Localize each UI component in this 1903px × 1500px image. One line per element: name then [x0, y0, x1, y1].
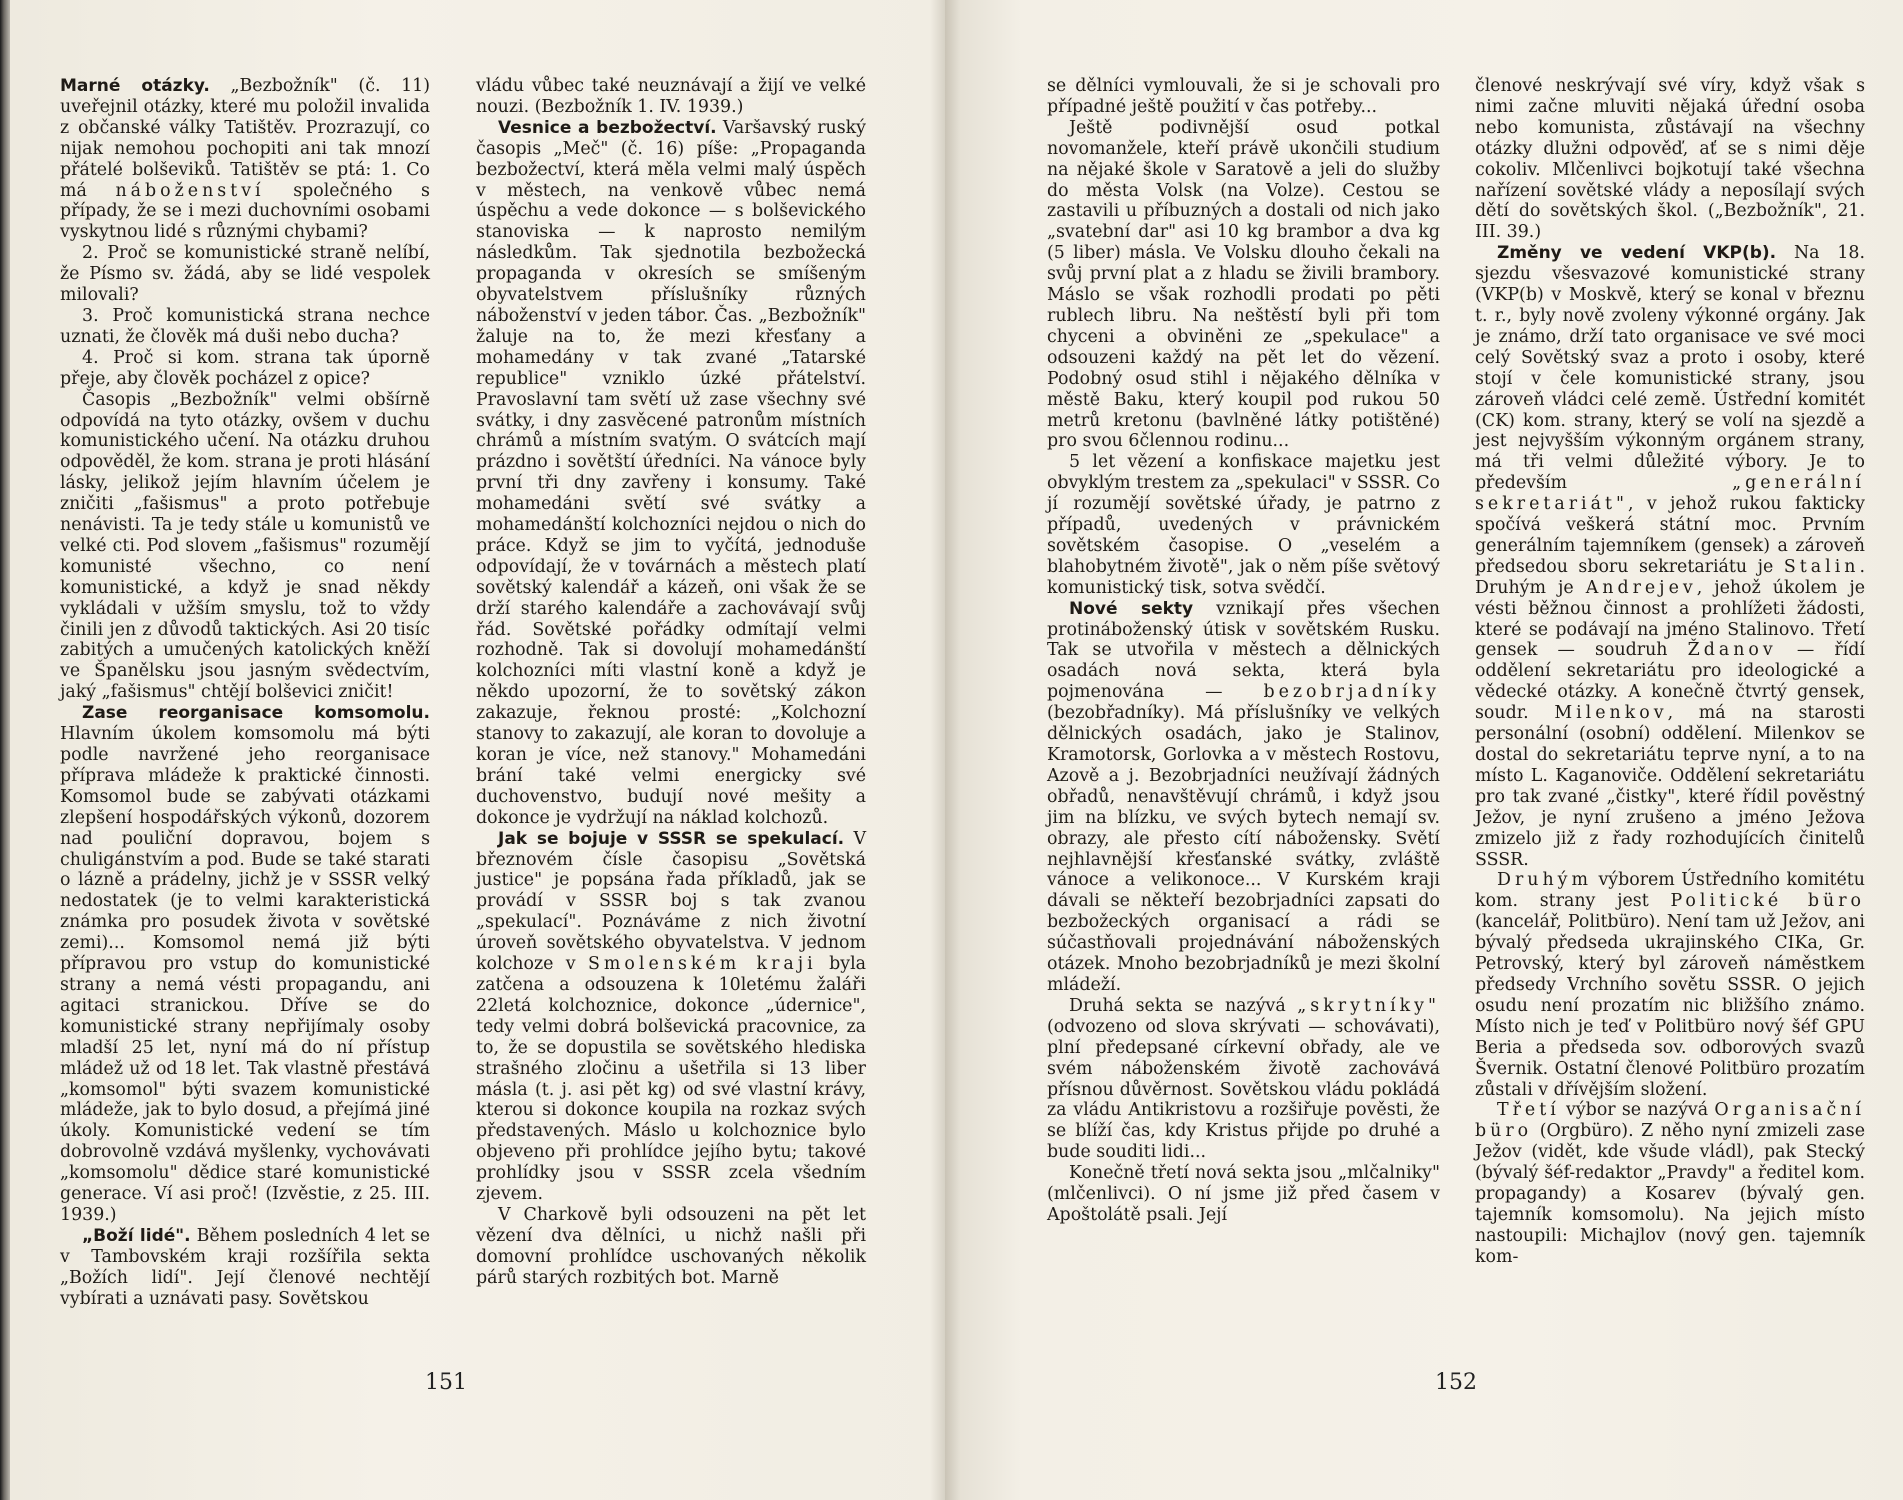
- page-number: 151: [425, 1370, 467, 1395]
- article-text: „Bezbožník" (č. 11) uveřejnil otázky, které mu položil invalida z občanské války Tatištěv. Prozrazují, co nijak nemohou pochopiti ani tak mnozí přátelé bolševiků. Tatištěv se ptá: 1. Co má: [60, 76, 431, 201]
- article-text: výborem Ústředního komitétu kom. strany jest: [1475, 870, 1865, 912]
- spaced-word: Třetí: [1497, 1100, 1560, 1121]
- article-text: — řídí oddělení sekretariátu pro ideologické a vědecké otázky. A konečně čtvrtý gensek, soudr.: [1475, 640, 1865, 724]
- paragraph: 3. Proč komunistická strana nechce uznati, že člověk má duši nebo ducha?: [60, 305, 430, 347]
- article-title: Změny ve vedení VKP(b).: [1497, 243, 1777, 264]
- paragraph: členové neskrývají své víry, když však s nimi začne mluviti nějaká úřední osoba nebo komunista, zůstávají na všechny otázky dlužni odpověď, ať se s nimi děje cokoliv. Mlčenlivci bojkotují také všechna nařízení sovětské vlády a neposílají svých dětí do sovětských škol. („Bezbožník", 21. III. 39.): [1475, 76, 1865, 243]
- spaced-word: náboženství: [115, 180, 265, 201]
- article-text: výbor se nazývá: [1566, 1100, 1709, 1121]
- spaced-word: Politické büro: [1670, 891, 1865, 912]
- article-text: Na 18. sjezdu všesvazové komunistické strany (VKP(b) v Moskvě, který se konal v březnu t. r., byly nově zvoleny výkonné orgány. Jak je známo, drží tato organisace ve své moci celý Sovětský svaz a proto i osoby, které stojí v čele komunistické strany, jsou zároveň vládci celé země. Ústřední komitét (CK) kom. strany, který se volí na sjezdě a jest nejvyšším výkonným orgánem strany, má tři velmi důležité výbory. Je to především: [1475, 243, 1865, 494]
- spaced-word: „skrytníky": [1297, 995, 1441, 1016]
- article-text: Během posledních 4 let se v Tambovském kraji rozšířila sekta „Božích lidí". Její členové nechtějí vybírati a uznávati pasy. Sovětskou: [60, 1225, 430, 1309]
- article-text: (odvozeno od slova skrývati — schovávati), plní předepsané církevní obřady, ale ve svém náboženském životě zachovává přísnou důvěrnost. Sovětskou vládu pokládá za vládu Antikristovu a rozšiřuje pověsti, že se blíží čas, kdy Kristus přijde po druhé a bude souditi lidi...: [1047, 1016, 1440, 1163]
- book-gutter: [930, 0, 960, 1500]
- paragraph: se dělníci vymlouvali, že si je schovali pro případné ještě použití v čas potřeby...: [1047, 76, 1440, 117]
- paragraph: 4. Proč si kom. strana tak úporně přeje, aby člověk pocházel z opice?: [60, 347, 430, 389]
- article-text: (kancelář, Politbüro). Není tam už Ježov, ani bývalý předseda ukrajinského CIKa, Gr. Petrovský, který byl zároveň náměstkem předsedy Vrchního sovětu SSSR. O jejich osudu není prozatím nic bližšího známo. Místo nich je teď v Politbüro nový šéf GPU Beria a předseda sov. odborových svazů Švernik. Ostatní členové Politbüro prozatím zůstali v dřívějším složení.: [1475, 912, 1865, 1100]
- paragraph: [1475, 1100, 1865, 1267]
- paragraph: vládu vůbec také neuznávají a žijí ve velké nouzi. (Bezbožník 1. IV. 1939.): [476, 76, 866, 117]
- left-page-column-1: [60, 76, 430, 1309]
- article-spekulace: [476, 829, 866, 1205]
- spaced-word: Smolenském kraji: [588, 954, 817, 975]
- left-page-column-2: [476, 76, 866, 1289]
- article-text: , má na starosti personální (osobní) oddělení. Milenkov se dostal do sekretariátu teprve nyní, a to na místo L. Kaganoviče. Oddělení sekretariátu pro tak zvané „čistky", které řídil pověstný Ježov, je nyní zrušeno a jméno Ježova zmizelo již z řady rozhodujících činitelů SSSR.: [1475, 703, 1865, 870]
- article-text: , v jehož rukou fakticky spočívá veškerá státní moc. Prvním generálním tajemníkem (gensek) a zároveň předsedou sboru sekretariátu je: [1475, 494, 1865, 577]
- spaced-word: Druhým: [1497, 870, 1592, 891]
- paragraph: [1047, 996, 1440, 1163]
- article-text: vznikají přes všechen protináboženský útisk v sovětském Rusku. Tak se utvořila v městech a dělnických osadách nová sekta, která byla pojmenována —: [1047, 598, 1440, 703]
- article-text: . Druhým je: [1475, 556, 1865, 598]
- right-page-column-1: [1047, 76, 1440, 1226]
- spaced-word: bezobrjadníky: [1263, 682, 1440, 703]
- paragraph: 2. Proč se komunistické straně nelíbí, že Písmo sv. žádá, aby se lidé vespolek milovali?: [60, 243, 430, 306]
- article-text: (Orgbüro). Z něho nyní zmizeli zase Ježov (vidět, kde všude vládl), pak Stecký (bývalý šéf-redaktor „Pravdy" a ředitel kom. propagandy) a Kosarev (bývalý gen. tajemník komsomolu). Na jejich místo nastoupili: Michajlov (nový gen. tajemník kom-: [1475, 1121, 1865, 1267]
- article-title: Nové sekty: [1069, 598, 1194, 619]
- article-title: Marné otázky.: [60, 76, 210, 96]
- page-number: 152: [1435, 1370, 1477, 1395]
- article-text: Hlavním úkolem komsomolu má býti podle navržené jeho reorganisace příprava mládeže k praktické činnosti. Komsomol bude se zabývati otázkami zlepšení hospodářských výkonů, dozorem nad pouliční dopravou, bojem s chuligánstvím a pod. Bude se také starati o lázně a prádelny, jichž je v SSSR velký nedostatek (je to velmi karakteristická známka pro posudek života v sovětské zemi)... Komsomol nemá již býti přípravou pro vstup do komunistické strany a nemá vésti propagandu, ani agitaci stranickou. Dříve se do komunistické strany nepřijímaly osoby mladší 25 let, nyní má do ní přístup mládež už od 18 let. Tak vlastně přestává „komsomol" býti svazem komunistické mládeže, jak to bylo dosud, a přejímá jiné úkoly. Komunistické vedení se tím dobrovolně vzdává myšlenky, vychovávati „komsomolu" dědice staré komunistické generace. Ví asi proč! (Izvěstie, z 25. III. 1939.): [60, 724, 430, 1225]
- article-text: V březnovém čísle časopisu „Sovětská justice" je popsána řada příkladů, jak se provádí v SSSR boj s tak zvanou „spekulací". Poznáváme z nich životní úroveň sovětského obyvatelstva. V jednom kolchoze v: [476, 828, 866, 975]
- spaced-word: Ždanov: [1687, 640, 1777, 661]
- paragraph: 5 let vězení a konfiskace majetku jest obvyklým trestem za „spekulaci" v SSSR. Co jí rozumějí sovětské úřady, je patrno z případů, uvedených v právnickém sovětském časopise. O „veselém a blahobytném životě", jak o něm píše světový komunistický tisk, sotva svědčí.: [1047, 452, 1440, 598]
- article-text: , jehož úkolem je vésti běžnou činnost a prohlížeti žádosti, které se podávají na jméno Stalinovo. Třetí gensek — soudruh: [1475, 577, 1866, 661]
- article-nove-sekty: [1047, 599, 1440, 996]
- article-title: Jak se bojuje v SSSR se spekulací.: [498, 828, 845, 849]
- article-text: Varšavský ruský časopis „Meč" (č. 16) píše: „Propaganda bezbožectví, která měla velmi malý úspěch v městech, na venkově vůbec nemá úspěchu a vede dokonce — s bolševického stanoviska — k naprosto nemilým následkům. Tak sjednotila bezbožecká propaganda v okresích se smíšeným obyvatelstvem příslušníky různých náboženství v jeden tábor. Čas. „Bezbožník" žaluje na to, že mezi křesťany a mohamedány v tak zvané „Tatarské republice" vzniklo úzké přátelství. Pravoslavní tam světí už zase všechny své svátky, i dny zasvěcené patronům místních chrámů a místním svatým. O svátcích mají prázdno i sovětští úředníci. Na vánoce byly první tři dny zavřeny i konsumy. Také mohamedáni světí své svátky a mohamedánští kolchozníci nejdou o nich do práce. Když se jim to vyčítá, jednoduše odpovídají, že v továrnách a městech platí sovětský kalendář a kázeň, oni však že se drží starého kalendáře a zachovávají svůj řád. Sovětské pořádky odmítají velmi rozhodně. Tak si dovolují mohamedánští kolchozníci míti vlastní koně a když je někdo upozorní, že to sovětský zákon zakazuje, řeknou prosté: „Kolchozní stanovy to zakazují, ale koran to dovoluje a koran je více, než stanovy." Mohamedáni brání také velmi energicky své duchovenstvo, budují nové mešity a dokonce je vydržují na náklad kolchozů.: [476, 117, 866, 828]
- paragraph: Konečně třetí nová sekta jsou „mlčalniky" (mlčenlivci). O ní jsme již před časem v Apoštolátě psali. Její: [1047, 1163, 1440, 1225]
- article-title: Zase reorganisace komsomolu.: [82, 703, 430, 724]
- paragraph: Ještě podivnější osud potkal novomanžele, kteří právě ukončili studium na nějaké škole v Saratově a jeli do služby do města Volsk (na Volze). Cestou se zastavili u příbuzných a dostali od nich jako „svatební dar" asi 10 kg brambor a dva kg (5 liber) másla. Ve Volsku dlouho čekali na svůj první plat a z hladu se živili brambory. Máslo se však rozhodli prodati po pěti rublech libru. Na neštěstí byli při tom chyceni a obviněni ze „spekulace" a odsouzeni každý na pět let do vězení. Podobný osud stihl i nějakého dělníka v městě Baku, který koupil pod rukou 50 metrů kretonu (bavlněné látky potištěné) pro svou 6člennou rodinu...: [1047, 117, 1440, 452]
- article-title: Vesnice a bezbožectví.: [498, 117, 717, 138]
- article-text: (bezobřadníky). Má příslušníky ve velkých dělnických osadách, jako je Stalinov, Kramotorsk, Gorlovka a v městech Rostovu, Azově a j. Bezobrjadníci neužívají žádných obřadů, nenavštěvují chrámů, i když jsou jim na blízku, ve svých bytech nemají sv. obrazy, ale přesto cítí nábožensky. Světí nejhlavnější křesťanské svátky, zvláště vánoce a velikonoce... V Kurském kraji dávali se někteří bezobrjadníci zapsati do bezbožeckých organisací a rádi se súčastňovali projednávání náboženských otázek. Mnoho bezobrjadníků je mezi školní mládeží.: [1047, 703, 1440, 995]
- article-text: Druhá sekta se nazývá: [1069, 995, 1286, 1016]
- article-text: společného s případy, že se i mezi duchovními osobami vyskytnou lidé s různými chybami?: [60, 180, 430, 243]
- spaced-word: Stalin: [1783, 556, 1860, 577]
- paragraph: Časopis „Bezbožník" velmi obšírně odpovídá na tyto otázky, ovšem v duchu komunistického učení. Na otázku druhou odpověděl, že kom. strana je proti hlásání lásky, jelikož jejím hlavním účelem je zničiti „fašismus" a proto potřebuje nenávisti. Ta je tedy stále u komunistů ve velké cti. Pod slovem „fašismus" rozumějí komunisté všechno, co není komunistické, a když je snad někdy vykládali v užším smyslu, tož to vždy činili jen z důvodů taktických. Asi 20 tisíc zabitých a umučených katolických kněží ve Španělsku jsou jasným svědectvím, jaký „fašismus" chtějí bolševici zničit!: [60, 389, 430, 703]
- spaced-word: Milenkov: [1554, 703, 1668, 724]
- article-text: byla zatčena a odsouzena k 10letému žaláři 22letá kolchoznice, dokonce „údernice", tedy velmi dobrá bolševická pracovnice, za to, že se dopustila se sovětského hlediska strašného zločinu a ušetřila si 13 liber másla (t. j. asi pět kg) od své vlastní krávy, kterou si dokonce koupila na rozkaz svých představených. Máslo u kolchoznice bylo objeveno při prohlídce jejího bytu; takové prohlídky jsou v SSSR zcela všedním zjevem.: [476, 954, 866, 1205]
- article-bozi-lide: [60, 1226, 430, 1310]
- paragraph: [1475, 870, 1865, 1100]
- spaced-word: Andrejev: [1585, 577, 1697, 598]
- article-title: „Boží lidé".: [82, 1225, 191, 1246]
- article-marne-otazky: [60, 76, 430, 243]
- article-komsomol: [60, 703, 430, 1226]
- article-vkp-zmeny: [1475, 243, 1865, 870]
- right-page-column-2: [1475, 76, 1865, 1268]
- paragraph: V Charkově byli odsouzeni na pět let vězení dva dělníci, u nichž našli při domovní prohlídce uschovaných několik párů starých rozbitých bot. Marně: [476, 1204, 866, 1288]
- spaced-word: Organisační büro: [1475, 1100, 1865, 1142]
- article-vesnice: [476, 118, 866, 829]
- spaced-word: „generální sekretariát": [1475, 473, 1865, 515]
